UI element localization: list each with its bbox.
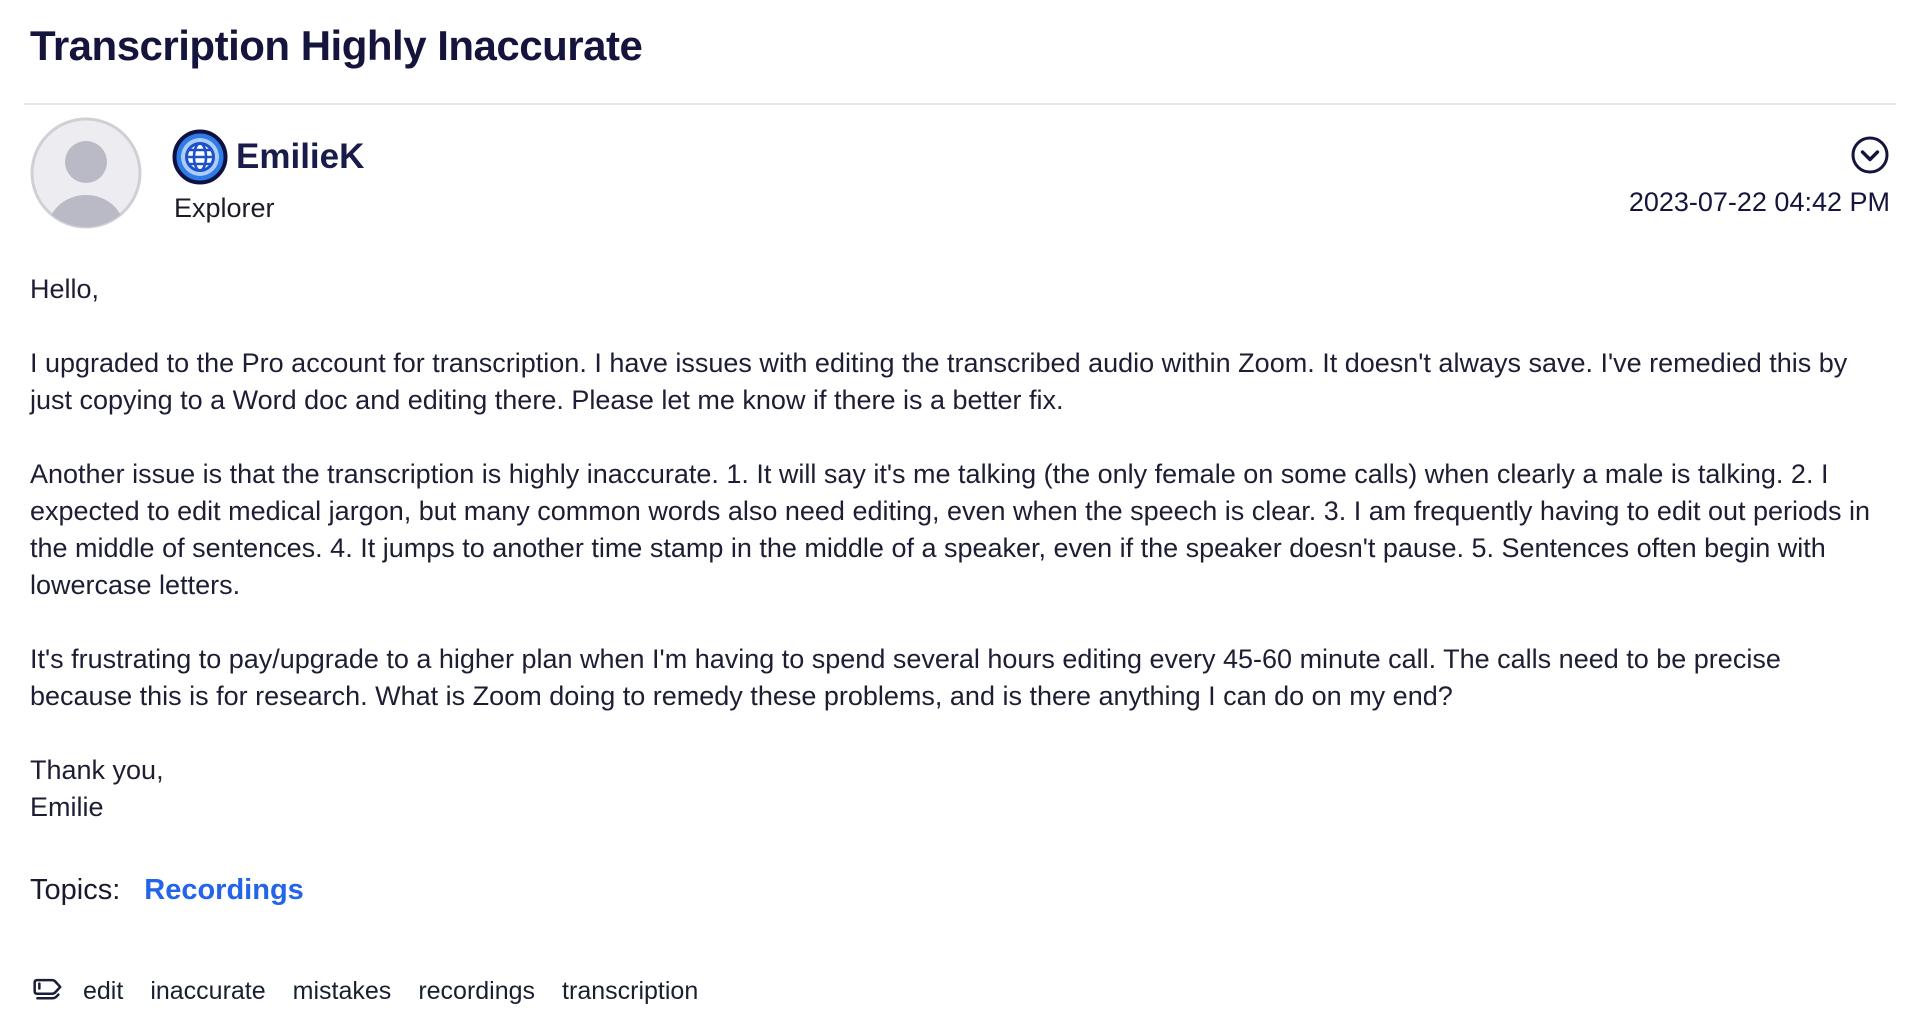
signoff-name: Emilie: [30, 792, 104, 822]
post-timestamp: 2023-07-22 04:42 PM: [1628, 187, 1890, 217]
title-divider: [24, 103, 1896, 105]
topic-link-recordings[interactable]: Recordings: [144, 874, 304, 906]
tag-link-inaccurate[interactable]: inaccurate: [150, 977, 266, 1005]
tags-row: [30, 973, 1890, 1010]
post-paragraph: I upgraded to the Pro account for transcription. I have issues with editing the transcribed audio within Zoom. It doesn't always save. I've remedied this by just copying to a Word doc and editing there. Please let me know if there is a better fix.: [30, 348, 1848, 415]
avatar[interactable]: [30, 117, 142, 229]
person-silhouette-icon: [30, 117, 142, 229]
tag-link-edit[interactable]: edit: [83, 977, 124, 1005]
post-paragraph: It's frustrating to pay/upgrade to a higher plan when I'm having to spend several hours editing every 45-60 minute call. The calls need to be precise because this is for research. What is Zoom doing to remedy these problems, and is there anything I can do on my end?: [30, 644, 1781, 711]
tag-link-mistakes[interactable]: mistakes: [292, 977, 392, 1005]
author-name-row: [172, 129, 364, 185]
topics-row: [30, 874, 1890, 907]
author-block: [30, 117, 364, 229]
post-paragraph: Another issue is that the transcription is highly inaccurate. 1. It will say it's me talking (the only female on some calls) when clearly a male is talking. 2. I expected to edit medical jargon, but many common words also need editing, even when the speech is clear. 3. I am frequently having to edit out periods in the middle of sentences. 4. It jumps to another time stamp in the middle of a speaker, even if the speaker doesn't pause. 5. Sentences often begin with lowercase letters.: [30, 459, 1871, 600]
globe-rank-badge-icon[interactable]: [172, 129, 228, 185]
post-paragraph: Hello,: [30, 274, 100, 304]
post-meta: [1629, 117, 1890, 218]
page-title: Transcription Highly Inaccurate: [30, 22, 643, 69]
author-info: [172, 117, 364, 224]
tag-link-transcription[interactable]: transcription: [562, 977, 699, 1005]
tags-icon: [30, 973, 67, 1010]
topics-label: Topics:: [30, 874, 121, 906]
post-signature: [30, 752, 1890, 826]
post-body: [30, 271, 1890, 826]
author-name-link[interactable]: EmilieK: [236, 137, 365, 176]
post-header: [30, 117, 1890, 229]
post-options-button[interactable]: [1850, 135, 1890, 175]
author-rank: Explorer: [174, 193, 275, 223]
chevron-down-circle-icon: [1850, 135, 1890, 175]
tag-link-recordings[interactable]: recordings: [418, 977, 536, 1005]
signoff-line: Thank you,: [30, 755, 164, 785]
